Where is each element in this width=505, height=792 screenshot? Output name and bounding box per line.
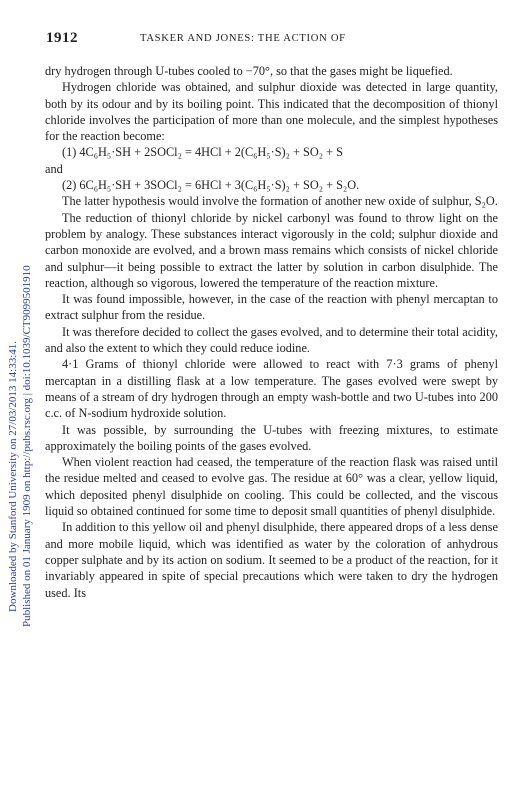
equation-2: (2) 6C₆H₅·SH + 3SOCl₂ = 6HCl + 3(C₆H₅·S)₂ + SO₂ + S₂O. [62, 178, 360, 193]
paragraph: It was found impossible, however, in the case of the reaction with phenyl mercaptan to extract sulphur from the residue. [45, 292, 498, 323]
paragraph: It was therefore decided to collect the gases evolved, and to determine their total acidity, and also the extent to which they could reduce iodine. [45, 324, 498, 356]
paragraph: When violent reaction had ceased, the temperature of the reaction flask was raised until the residue melted and ceased to evolve gas. The residue at 60° was a clear, yellow liquid, which deposited phenyl disulphide on cooling. This could be collected, and the viscous liquid so obtained continued for some time to deposit small quantities of phenyl disulphide. [45, 455, 498, 519]
paragraph: The reduction of thionyl chloride by nickel carbonyl was found to throw light on the problem by analogy. These substances interact vigorously in the cold; sulphur dioxide and carbon monoxide are evolved, and a brown mass remains which consists of nickel chloride and sulphur—it being possible to extract the latter by solution in carbon disulphide. The reaction, although so vigorous, lowered the temperature of the reaction mixture. [45, 210, 498, 290]
page-number: 1912 [46, 30, 78, 46]
paragraph: It was possible, by surrounding the U-tubes with freezing mixtures, to estimate approximately the boiling points of the gases evolved. [45, 422, 498, 453]
conjunction-text: and [45, 161, 63, 176]
paragraph: The latter hypothesis would involve the formation of another new oxide of sulphur, S₂O. [62, 194, 498, 209]
page-header [46, 30, 496, 50]
paragraph: In addition to this yellow oil and phenyl disulphide, there appeared drops of a less dense and more mobile liquid, which was identified as water by the coloration of anhydrous copper sulphate and by its action on sodium. It seemed to be a product of the reaction, for it invariably appeared in spite of special precautions which were taken to dry the hydrogen used. Its [45, 520, 498, 600]
paragraph: dry hydrogen through U-tubes cooled to −70°, so that the gases might be liquefied. [45, 64, 453, 78]
running-title: TASKER AND JONES: THE ACTION OF [140, 33, 346, 44]
downloaded-notice: Downloaded by Stanford University on 27/03/2013 14:33:41. [7, 340, 19, 612]
article-body [45, 63, 498, 601]
equation-1: (1) 4C₆H₅·SH + 2SOCl₂ = 4HCl + 2(C₆H₅·S)₂ + SO₂ + S [62, 145, 343, 160]
paragraph: Hydrogen chloride was obtained, and sulphur dioxide was detected in large quantity, both by its odour and by its boiling point. This indicated that the decomposition of thionyl chloride involves the participation of more than one molecule, and the simplest hypotheses for the reaction become: [45, 80, 498, 144]
published-notice: Published on 01 January 1909 on http://pubs.rsc.org | doi:10.1039/CT9099501910 [21, 265, 33, 627]
paragraph: 4·1 Grams of thionyl chloride were allowed to react with 7·3 grams of phenyl mercaptan in a distilling flask at a low temperature. The gases evolved were swept by means of a stream of dry hydrogen through an empty wash-bottle and two U-tubes into 200 c.c. of N-sodium hydroxide solution. [45, 357, 498, 421]
download-watermark [6, 10, 34, 770]
